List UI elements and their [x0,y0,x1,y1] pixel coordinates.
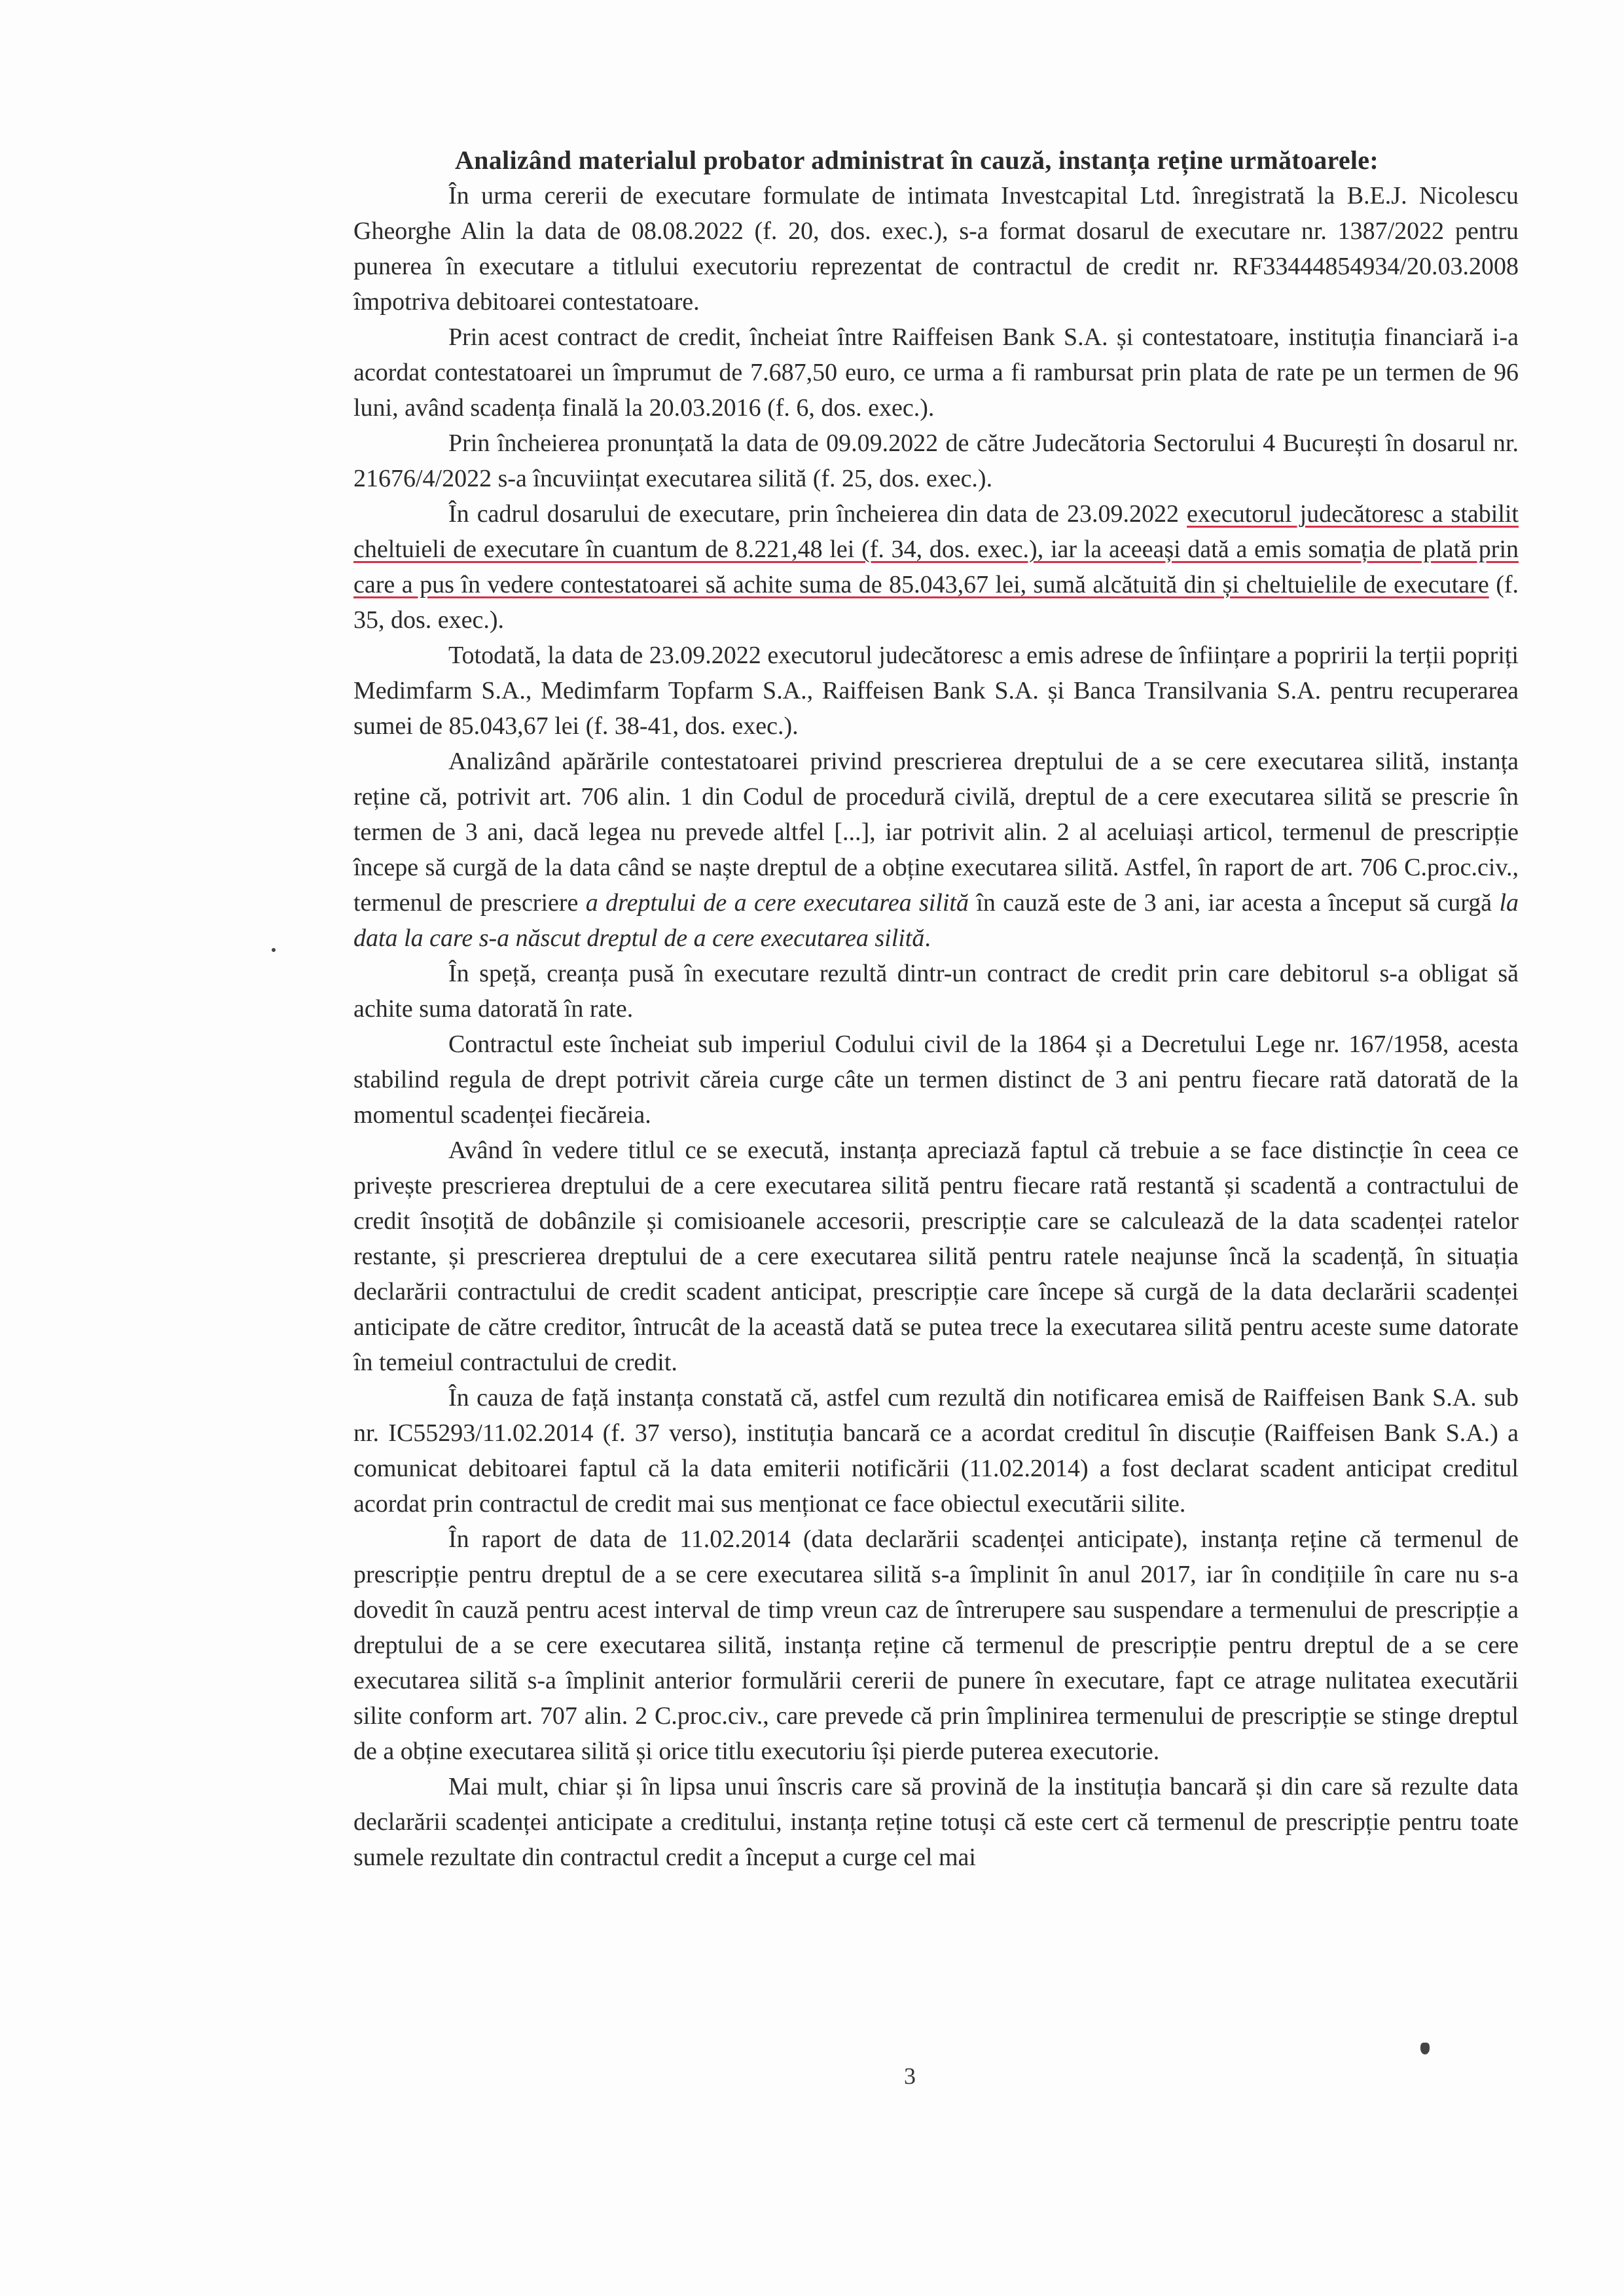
paragraph: În cauza de față instanța constată că, astfel cum rezultă din notificarea emisă de Raiffeisen Bank S.A. sub nr. IC55293/11.02.2014 (f. 37 verso), instituția bancară ce a acordat creditul în discuție (Raiffeisen Bank S.A.) a comunicat debitoarei faptul că la data emiterii notificării (11.02.2014) a fost declarat scadent anticipat creditul acordat prin contractul de credit mai sus menționat ce face obiectul executării silite. [353,1384,1519,1518]
paragraph-text: Analizând apărările contestatoarei privind prescrierea dreptului de a se cere executarea silită, instanța reține că, potrivit art. 706 alin. 1 din Codul de procedură civilă, dreptul de a cere executarea silită se prescrie în termen de 3 ani, dacă legea nu prevede altfel [...], iar potrivit alin. 2 al aceluiași articol, termenul de prescripție începe să curgă de la data când se naște dreptul de a obține executarea silită. Astfel, în raport de art. 706 C.proc.civ., termenul de prescriere [353,748,1519,917]
paragraph-with-italics [353,744,1519,956]
paragraph: Având în vedere titlul ce se execută, instanța apreciază faptul că trebuie a se face distincție în ceea ce privește prescrierea dreptului de a cere executarea silită pentru fiecare rată restantă și scadentă a contractului de credit însoțită de dobânzile și comisioanele accesorii, prescripție care se calculează de la data scadenței ratelor restante, și prescrierea dreptului de a cere executarea silită pentru ratele neajunse încă la scadență, în situația declarării contractului de credit scadent anticipat, prescripție care începe să curgă de la data declarării scadenței anticipate de către creditor, întrucât de la această dată se putea trece la executarea silită pentru aceste sume datorate în temeiul contractului de credit. [353,1137,1519,1376]
paragraph: Mai mult, chiar și în lipsa unui înscris care să provină de la instituția bancară și din care să rezulte data declarării scadenței anticipate a creditului, instanța reține totuși că este cert că termenul de prescripție pentru toate sumele rezultate din contractul credit a început a curge cel mai [353,1773,1519,1871]
scan-speck-icon [1420,2043,1430,2054]
page-number: 3 [904,2063,916,2089]
paragraph-text: . [924,924,931,952]
paragraph: În raport de data de 11.02.2014 (data declarării scadenței anticipate), instanța reține că termenul de prescripție pentru dreptul de a se cere executarea silită s-a împlinit în anul 2017, iar în condițiile în care nu s-a dovedit în cauză pentru acest interval de timp vreun caz de întrerupere sau suspendare a termenului de prescripție a dreptului de a se cere executarea silită, instanța reține că termenul de prescripție pentru dreptul de a se cere executarea silită s-a împlinit anterior formulării cererii de punere în executare, fapt ce atrage nulitatea executării silite conform art. 707 alin. 2 C.proc.civ., care prevede că prin împlinirea termenului de prescripție se stinge dreptul de a obține executarea silită și orice titlu executoriu își pierde puterea executorie. [353,1525,1519,1765]
document-body [353,143,1519,1875]
paragraph: Contractul este încheiat sub imperiul Codului civil de la 1864 și a Decretului Lege nr. 167/1958, acesta stabilind regula de drept potrivit căreia curge câte un termen distinct de 3 ani pentru fiecare rată datorată de la momentul scadenței fiecăreia. [353,1030,1519,1129]
paragraph-text: în cauză este de 3 ani, iar acesta a început să curgă [968,889,1500,917]
paragraph: Totodată, la data de 23.09.2022 executorul judecătoresc a emis adrese de înființare a popririi la terții popriți Medimfarm S.A., Medimfarm Topfarm S.A., Raiffeisen Bank S.A. și Banca Transilvania S.A. pentru recuperarea sumei de 85.043,67 lei (f. 38-41, dos. exec.). [353,642,1519,740]
section-heading: Analizând materialul probator administrat în cauză, instanța reține următoarele: [455,145,1379,175]
paragraph: În urma cererii de executare formulate de intimata Investcapital Ltd. înregistrată la B.E.J. Nicolescu Gheorghe Alin la data de 08.08.2022 (f. 20, dos. exec.), s-a format dosarul de executare nr. 1387/2022 pentru punerea în executare a titlului executoriu reprezentat de contractul de credit nr. RF33444854934/20.03.2008 împotriva debitoarei contestatoare. [353,182,1519,316]
paragraph: Prin acest contract de credit, încheiat între Raiffeisen Bank S.A. și contestatoare, instituția financiară i-a acordat contestatoarei un împrumut de 7.687,50 euro, ce urma a fi rambursat prin plata de rate pe un termen de 96 luni, având scadența finală la 20.03.2016 (f. 6, dos. exec.). [353,323,1519,422]
paragraph-text: În cadrul dosarului de executare, prin încheierea din data de 23.09.2022 [448,500,1187,528]
italic-phrase: la data la care s-a născut dreptul de a cere executarea silită [353,889,1519,952]
italic-phrase: a dreptului de a cere executarea silită [585,889,969,917]
red-underlined-passage: executorul judecătoresc a stabilit cheltuieli de executare în cuantum de 8.221,48 lei (f. 34, dos. exec.), iar la aceeași dată a emis somația de plată prin care a pus în vedere contestatoarei să achite suma de 85.043,67 lei, sumă alcătuită din și cheltuielile de executare [353,500,1519,598]
paragraph-underlined [353,496,1519,638]
paragraph: Prin încheierea pronunțată la data de 09.09.2022 de către Judecătoria Sectorului 4 București în dosarul nr. 21676/4/2022 s-a încuviințat executarea silită (f. 25, dos. exec.). [353,429,1519,492]
paragraph: În speță, creanța pusă în executare rezultă dintr-un contract de credit prin care debitorul s-a obligat să achite suma datorată în rate. [353,960,1519,1023]
scan-dot-icon [272,948,276,952]
paragraph-text: (f. 35, dos. exec.). [353,571,1519,634]
